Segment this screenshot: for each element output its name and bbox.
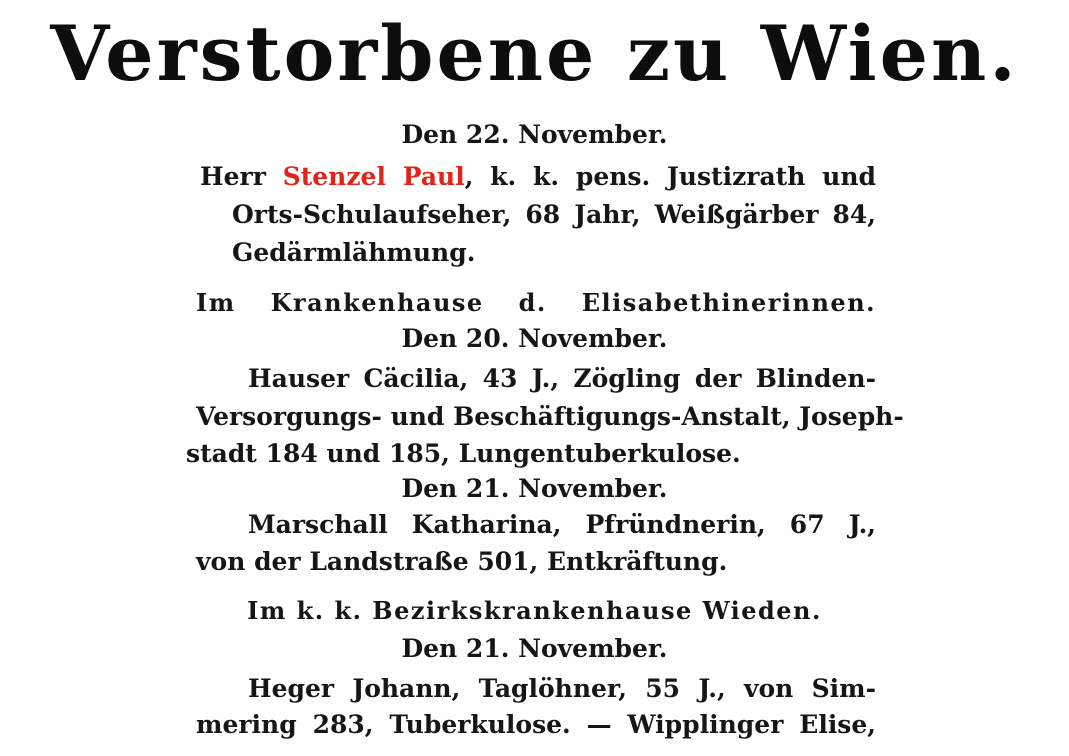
date-heading: Den 20. November. (401, 324, 668, 353)
highlighted-name: Stenzel Paul (282, 162, 465, 191)
entry-text: , k. k. pens. Justizrath und (464, 162, 876, 191)
date-heading: Den 21. November. (401, 634, 668, 663)
entry-line (200, 160, 876, 194)
entry-line: stadt 184 und 185, Lungentuberkulose. (186, 439, 741, 468)
entry-line: Heger Johann, Taglöhner, 55 J., von Sim- (248, 674, 876, 703)
place-heading: Im k. k. Bezirkskrankenhause Wieden. (247, 596, 822, 625)
entry-line: Gedärmlähmung. (232, 238, 476, 267)
date-heading: Den 21. November. (401, 474, 668, 503)
entry-line: Hauser Cäcilia, 43 J., Zögling der Blinden- (248, 364, 876, 393)
entry-line: Versorgungs- und Beschäftigungs-Anstalt, Joseph- (196, 402, 904, 431)
entry-line: mering 283, Tuberkulose. — Wipplinger Elise, (196, 710, 876, 739)
page-headline: Verstorbene zu Wien. (50, 9, 1019, 98)
entry-line: Orts-Schulaufseher, 68 Jahr, Weißgärber 84, (232, 200, 876, 229)
entry-line: von der Landstraße 501, Entkräftung. (196, 547, 728, 576)
entry-prefix: Herr (200, 162, 283, 191)
place-heading: Im Krankenhause d. Elisabethinerinnen. (196, 288, 876, 317)
entry-line: Marschall Katharina, Pfründnerin, 67 J., (248, 510, 876, 539)
date-heading: Den 22. November. (401, 120, 668, 149)
